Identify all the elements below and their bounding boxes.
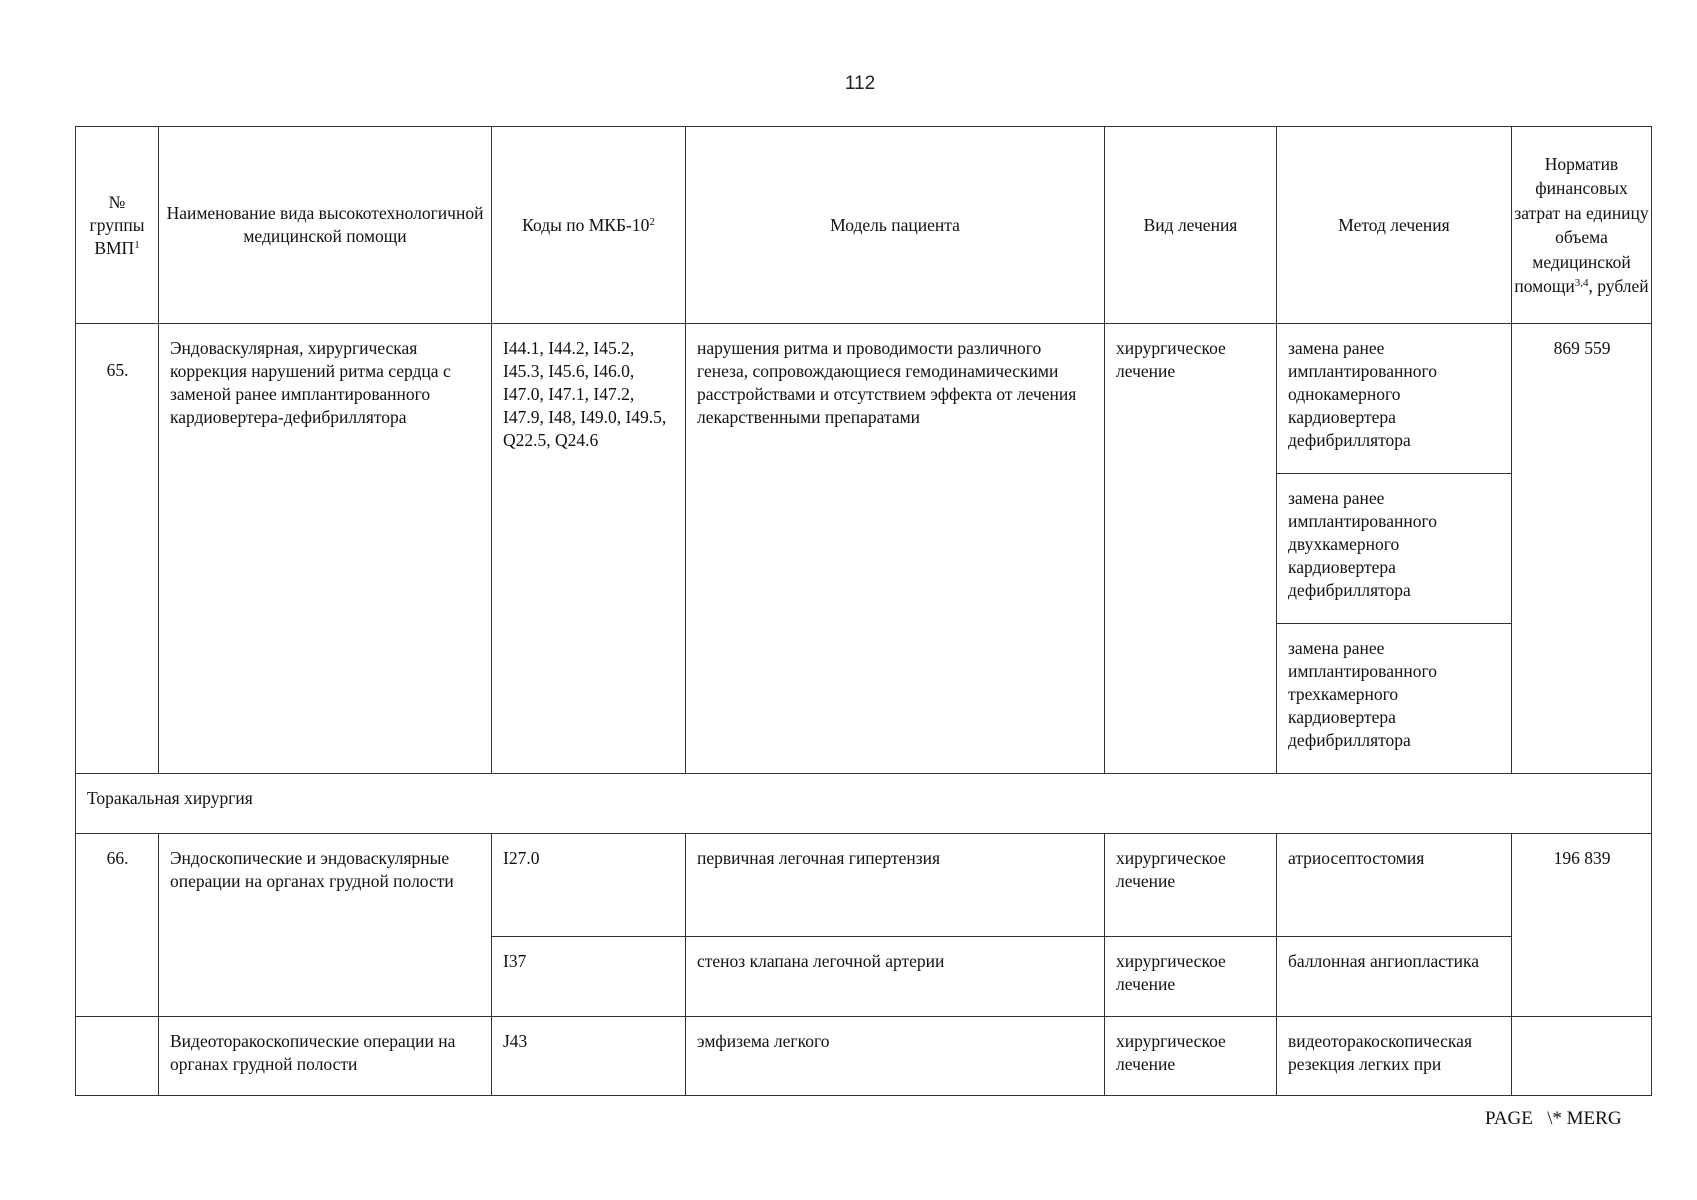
patient-model: стеноз клапана легочной артерии	[686, 937, 1105, 1017]
patient-model: эмфизема легкого	[686, 1017, 1105, 1096]
vmp-table	[75, 126, 1652, 1096]
header-treatment-method: Метод лечения	[1277, 127, 1512, 324]
treatment-method: замена ранее имплантированного трехкамерного кардиовертера дефибриллятора	[1277, 624, 1512, 774]
treatment-type: хирургическое лечение	[1105, 1017, 1277, 1096]
treatment-method: замена ранее имплантированного двухкамерного кардиовертера дефибриллятора	[1277, 474, 1512, 624]
treatment-type: хирургическое лечение	[1105, 324, 1277, 774]
cost-value: 196 839	[1512, 834, 1652, 1017]
icd-codes: I27.0	[492, 834, 686, 937]
treatment-method: баллонная ангиопластика	[1277, 937, 1512, 1017]
section-row	[76, 774, 1652, 834]
treatment-method: атриосептостомия	[1277, 834, 1512, 937]
patient-model: нарушения ритма и проводимости различного генеза, сопровождающиеся гемодинамическими расстройствами и отсутствием эффекта от лечения лекарственными препаратами	[686, 324, 1105, 774]
group-number: 66.	[76, 834, 159, 1017]
header-group-no: № группы ВМП$^1$	[76, 127, 159, 324]
table-row	[76, 324, 1652, 474]
treatment-type: хирургическое лечение	[1105, 937, 1277, 1017]
group-name: Эндоваскулярная, хирургическая коррекция нарушений ритма сердца с заменой ранее имплантированного кардиовертера-дефибриллятора	[159, 324, 492, 774]
icd-codes: I44.1, I44.2, I45.2, I45.3, I45.6, I46.0, I47.0, I47.1, I47.2, I47.9, I48, I49.0, I49.5, Q22.5, Q24.6	[492, 324, 686, 774]
group-name: Эндоскопические и эндоваскулярные операции на органах грудной полости	[159, 834, 492, 1017]
header-name: Наименование вида высокотехнологичной медицинской помощи	[159, 127, 492, 324]
treatment-type: хирургическое лечение	[1105, 834, 1277, 937]
table-row	[76, 834, 1652, 937]
treatment-method: замена ранее имплантированного однокамерного кардиовертера дефибриллятора	[1277, 324, 1512, 474]
header-treatment-type: Вид лечения	[1105, 127, 1277, 324]
table-header-row	[76, 127, 1652, 324]
group-name: Видеоторакоскопические операции на органах грудной полости	[159, 1017, 492, 1096]
table-row	[76, 1017, 1652, 1096]
icd-codes: I37	[492, 937, 686, 1017]
cost-value: 869 559	[1512, 324, 1652, 774]
header-cost: Норматив финансовых затрат на единицу объема медицинской помощи$^{3,4}$, рублей	[1512, 127, 1652, 324]
section-title: Торакальная хирургия	[76, 774, 1652, 834]
header-patient-model: Модель пациента	[686, 127, 1105, 324]
treatment-method: видеоторакоскопическая резекция легких при	[1277, 1017, 1512, 1096]
footer-page-field: PAGE \* MERG	[1485, 1108, 1622, 1129]
group-number: 65.	[76, 324, 159, 774]
page-number: 112	[844, 73, 876, 94]
cost-value	[1512, 1017, 1652, 1096]
group-number	[76, 1017, 159, 1096]
header-codes: Коды по МКБ-$10^2$	[492, 127, 686, 324]
patient-model: первичная легочная гипертензия	[686, 834, 1105, 937]
icd-codes: J43	[492, 1017, 686, 1096]
